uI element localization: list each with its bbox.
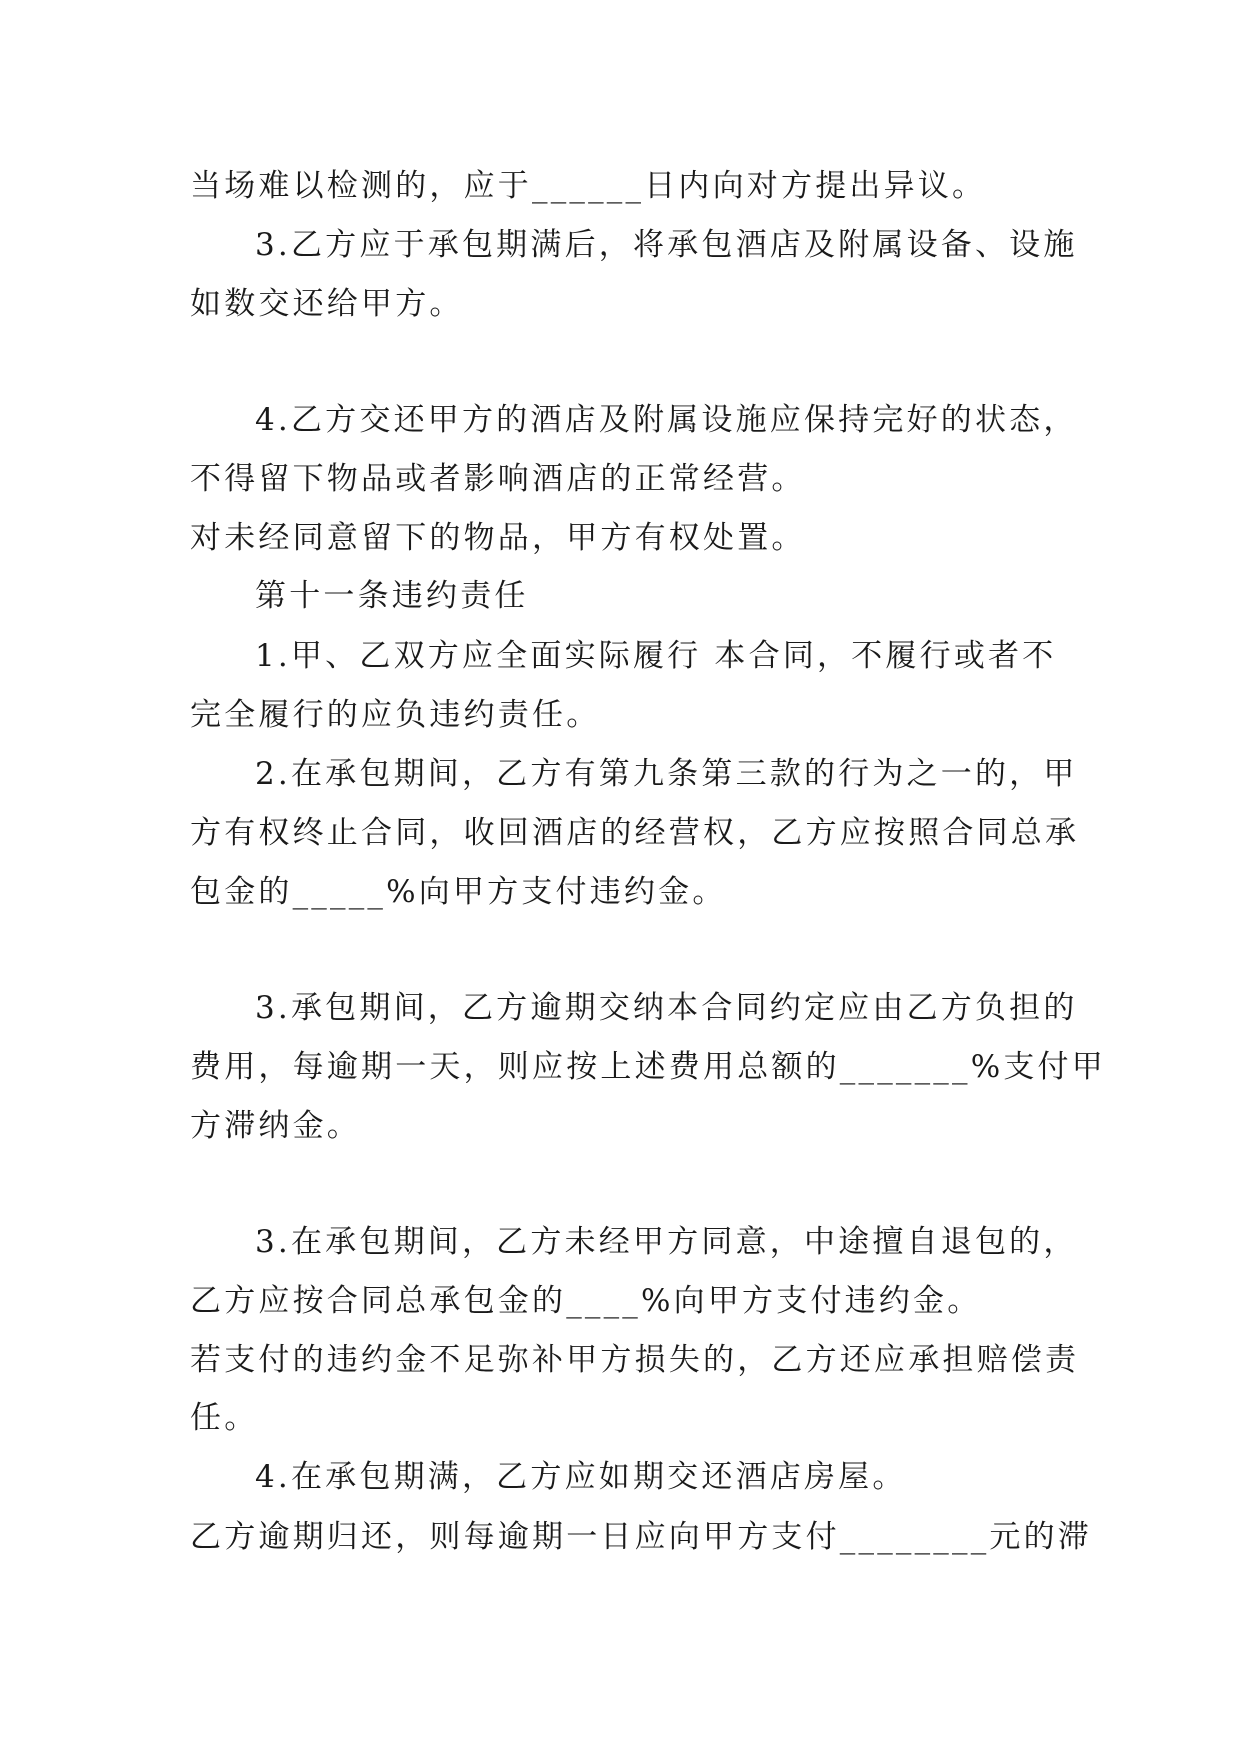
text-line: 乙方应按合同总承包金的____%向甲方支付违约金。 (190, 1283, 982, 1319)
text-line: 3.乙方应于承包期满后，将承包酒店及附属设备、设施 (255, 227, 1078, 263)
text-line: 费用，每逾期一天，则应按上述费用总额的_______%支付甲 (190, 1049, 1106, 1085)
text-line: 乙方逾期归还，则每逾期一日应向甲方支付________元的滞 (190, 1519, 1092, 1555)
text-line: 4.乙方交还甲方的酒店及附属设施应保持完好的状态， (255, 402, 1078, 438)
text-line: 任。 (190, 1400, 259, 1436)
text-line: 方滞纳金。 (190, 1108, 361, 1144)
text-line: 4.在承包期满，乙方应如期交还酒店房屋。 (255, 1459, 907, 1495)
text-line: 若支付的违约金不足弥补甲方损失的，乙方还应承担赔偿责 (190, 1342, 1080, 1378)
text-line: 不得留下物品或者影响酒店的正常经营。 (190, 461, 806, 497)
text-line: 3.承包期间，乙方逾期交纳本合同约定应由乙方负担的 (255, 990, 1078, 1026)
text-line: 方有权终止合同，收回酒店的经营权，乙方应按照合同总承 (190, 815, 1080, 851)
text-line: 如数交还给甲方。 (190, 286, 464, 322)
text-line: 对未经同意留下的物品，甲方有权处置。 (190, 520, 806, 556)
text-line: 3.在承包期间，乙方未经甲方同意，中途擅自退包的， (255, 1224, 1078, 1260)
text-line: 包金的_____%向甲方支付违约金。 (190, 874, 727, 910)
section-heading: 第十一条违约责任 (255, 578, 529, 614)
text-line: 当场难以检测的，应于______日内向对方提出异议。 (190, 168, 987, 204)
text-line: 1.甲、乙双方应全面实际履行 本合同，不履行或者不 (255, 638, 1057, 674)
text-line: 2.在承包期间，乙方有第九条第三款的行为之一的，甲 (255, 756, 1078, 792)
text-line: 完全履行的应负违约责任。 (190, 697, 601, 733)
